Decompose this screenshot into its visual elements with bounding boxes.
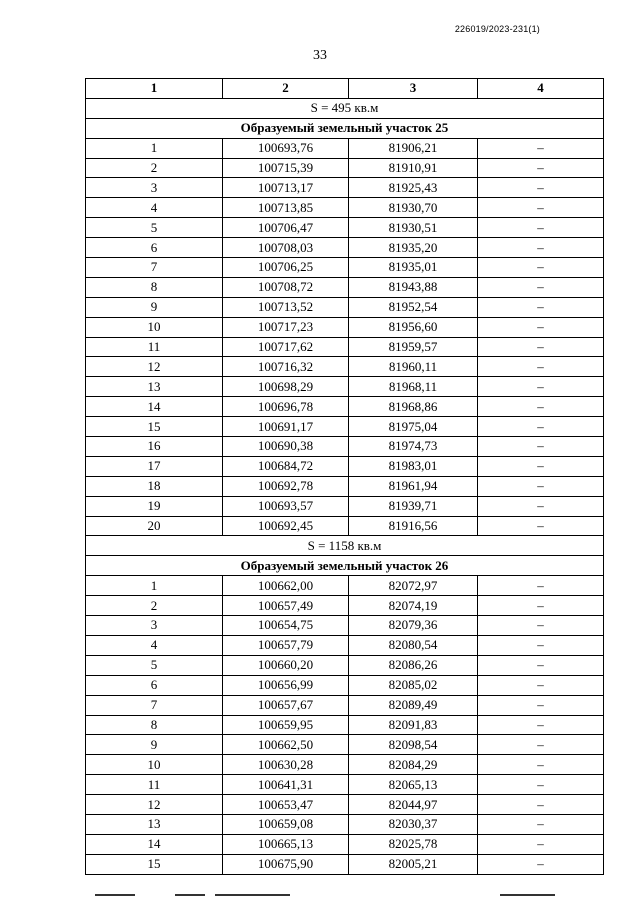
y-coordinate: 82091,83 — [349, 715, 478, 735]
note-cell: – — [478, 456, 604, 476]
note-cell: – — [478, 635, 604, 655]
y-coordinate: 82089,49 — [349, 695, 478, 715]
y-coordinate: 81930,51 — [349, 218, 478, 238]
x-coordinate: 100708,03 — [223, 238, 349, 258]
area-row — [86, 536, 604, 556]
y-coordinate: 81961,94 — [349, 476, 478, 496]
point-number: 7 — [86, 695, 223, 715]
point-number: 7 — [86, 258, 223, 278]
x-coordinate: 100684,72 — [223, 456, 349, 476]
table-row — [86, 258, 604, 278]
x-coordinate: 100706,25 — [223, 258, 349, 278]
point-number: 12 — [86, 357, 223, 377]
x-coordinate: 100717,62 — [223, 337, 349, 357]
header-cell: 2 — [223, 79, 349, 99]
note-cell: – — [478, 417, 604, 437]
plot-title: Образуемый земельный участок 25 — [86, 118, 604, 138]
point-number: 12 — [86, 795, 223, 815]
note-cell: – — [478, 158, 604, 178]
y-coordinate: 82044,97 — [349, 795, 478, 815]
point-number: 20 — [86, 516, 223, 536]
table-row — [86, 655, 604, 675]
table-row — [86, 715, 604, 735]
note-cell: – — [478, 397, 604, 417]
point-number: 11 — [86, 775, 223, 795]
table-row — [86, 476, 604, 496]
point-number: 13 — [86, 377, 223, 397]
note-cell: – — [478, 516, 604, 536]
x-coordinate: 100713,17 — [223, 178, 349, 198]
table-row — [86, 238, 604, 258]
point-number: 8 — [86, 715, 223, 735]
point-number: 2 — [86, 158, 223, 178]
page-number: 33 — [313, 48, 327, 63]
point-number: 1 — [86, 138, 223, 158]
point-number: 14 — [86, 834, 223, 854]
note-cell: – — [478, 277, 604, 297]
x-coordinate: 100657,79 — [223, 635, 349, 655]
y-coordinate: 81916,56 — [349, 516, 478, 536]
x-coordinate: 100690,38 — [223, 437, 349, 457]
table-row — [86, 377, 604, 397]
note-cell: – — [478, 735, 604, 755]
note-cell: – — [478, 476, 604, 496]
y-coordinate: 81952,54 — [349, 297, 478, 317]
table-row — [86, 576, 604, 596]
y-coordinate: 81939,71 — [349, 496, 478, 516]
x-coordinate: 100693,76 — [223, 138, 349, 158]
point-number: 4 — [86, 635, 223, 655]
point-number: 8 — [86, 277, 223, 297]
y-coordinate: 81906,21 — [349, 138, 478, 158]
note-cell: – — [478, 437, 604, 457]
table-row — [86, 456, 604, 476]
note-cell: – — [478, 616, 604, 636]
table-row — [86, 735, 604, 755]
point-number: 5 — [86, 655, 223, 675]
note-cell: – — [478, 576, 604, 596]
x-coordinate: 100713,52 — [223, 297, 349, 317]
point-number: 2 — [86, 596, 223, 616]
table-row — [86, 277, 604, 297]
note-cell: – — [478, 715, 604, 735]
table-row — [86, 437, 604, 457]
note-cell: – — [478, 496, 604, 516]
table-row — [86, 496, 604, 516]
y-coordinate: 82086,26 — [349, 655, 478, 675]
y-coordinate: 81943,88 — [349, 277, 478, 297]
y-coordinate: 82065,13 — [349, 775, 478, 795]
coordinates-table — [85, 78, 604, 875]
x-coordinate: 100653,47 — [223, 795, 349, 815]
x-coordinate: 100657,49 — [223, 596, 349, 616]
y-coordinate: 81968,86 — [349, 397, 478, 417]
point-number: 15 — [86, 417, 223, 437]
x-coordinate: 100662,00 — [223, 576, 349, 596]
note-cell: – — [478, 814, 604, 834]
header-cell: 3 — [349, 79, 478, 99]
note-cell: – — [478, 655, 604, 675]
table-row — [86, 178, 604, 198]
y-coordinate: 82005,21 — [349, 854, 478, 874]
table-row — [86, 297, 604, 317]
x-coordinate: 100716,32 — [223, 357, 349, 377]
table-row — [86, 596, 604, 616]
header-cell: 4 — [478, 79, 604, 99]
x-coordinate: 100659,08 — [223, 814, 349, 834]
note-cell: – — [478, 834, 604, 854]
point-number: 6 — [86, 238, 223, 258]
table-row — [86, 635, 604, 655]
note-cell: – — [478, 854, 604, 874]
plot-title-row — [86, 118, 604, 138]
note-cell: – — [478, 596, 604, 616]
x-coordinate: 100630,28 — [223, 755, 349, 775]
y-coordinate: 82025,78 — [349, 834, 478, 854]
note-cell: – — [478, 795, 604, 815]
y-coordinate: 82079,36 — [349, 616, 478, 636]
x-coordinate: 100657,67 — [223, 695, 349, 715]
note-cell: – — [478, 317, 604, 337]
point-number: 19 — [86, 496, 223, 516]
note-cell: – — [478, 695, 604, 715]
point-number: 13 — [86, 814, 223, 834]
x-coordinate: 100713,85 — [223, 198, 349, 218]
table-row — [86, 616, 604, 636]
note-cell: – — [478, 138, 604, 158]
y-coordinate: 82074,19 — [349, 596, 478, 616]
table-row — [86, 317, 604, 337]
plot-title: Образуемый земельный участок 26 — [86, 556, 604, 576]
table-row — [86, 755, 604, 775]
y-coordinate: 81960,11 — [349, 357, 478, 377]
x-coordinate: 100675,90 — [223, 854, 349, 874]
table-row — [86, 397, 604, 417]
footer-scan-marks — [0, 894, 640, 900]
y-coordinate: 81968,11 — [349, 377, 478, 397]
y-coordinate: 82030,37 — [349, 814, 478, 834]
y-coordinate: 82098,54 — [349, 735, 478, 755]
x-coordinate: 100715,39 — [223, 158, 349, 178]
point-number: 4 — [86, 198, 223, 218]
x-coordinate: 100691,17 — [223, 417, 349, 437]
note-cell: – — [478, 178, 604, 198]
x-coordinate: 100693,57 — [223, 496, 349, 516]
note-cell: – — [478, 357, 604, 377]
x-coordinate: 100660,20 — [223, 655, 349, 675]
area-cell: S = 495 кв.м — [86, 98, 604, 118]
note-cell: – — [478, 337, 604, 357]
y-coordinate: 82072,97 — [349, 576, 478, 596]
table-row — [86, 516, 604, 536]
plot-title-row — [86, 556, 604, 576]
point-number: 10 — [86, 317, 223, 337]
point-number: 9 — [86, 297, 223, 317]
point-number: 10 — [86, 755, 223, 775]
header-cell: 1 — [86, 79, 223, 99]
x-coordinate: 100665,13 — [223, 834, 349, 854]
x-coordinate: 100706,47 — [223, 218, 349, 238]
x-coordinate: 100696,78 — [223, 397, 349, 417]
table-row — [86, 695, 604, 715]
y-coordinate: 81925,43 — [349, 178, 478, 198]
table-row — [86, 675, 604, 695]
table-row — [86, 834, 604, 854]
x-coordinate: 100698,29 — [223, 377, 349, 397]
note-cell: – — [478, 297, 604, 317]
x-coordinate: 100656,99 — [223, 675, 349, 695]
y-coordinate: 81959,57 — [349, 337, 478, 357]
note-cell: – — [478, 377, 604, 397]
table-row — [86, 795, 604, 815]
y-coordinate: 81910,91 — [349, 158, 478, 178]
x-coordinate: 100662,50 — [223, 735, 349, 755]
note-cell: – — [478, 258, 604, 278]
table-header-row — [86, 79, 604, 99]
table-row — [86, 218, 604, 238]
note-cell: – — [478, 218, 604, 238]
y-coordinate: 81956,60 — [349, 317, 478, 337]
note-cell: – — [478, 238, 604, 258]
y-coordinate: 81935,01 — [349, 258, 478, 278]
table-row — [86, 854, 604, 874]
y-coordinate: 81975,04 — [349, 417, 478, 437]
note-cell: – — [478, 675, 604, 695]
point-number: 3 — [86, 178, 223, 198]
table-row — [86, 775, 604, 795]
y-coordinate: 81974,73 — [349, 437, 478, 457]
point-number: 1 — [86, 576, 223, 596]
x-coordinate: 100654,75 — [223, 616, 349, 636]
y-coordinate: 82080,54 — [349, 635, 478, 655]
y-coordinate: 81983,01 — [349, 456, 478, 476]
x-coordinate: 100692,45 — [223, 516, 349, 536]
x-coordinate: 100641,31 — [223, 775, 349, 795]
table-row — [86, 417, 604, 437]
table-row — [86, 158, 604, 178]
area-row — [86, 98, 604, 118]
point-number: 16 — [86, 437, 223, 457]
note-cell: – — [478, 198, 604, 218]
document-number: 226019/2023-231(1) — [454, 24, 540, 34]
x-coordinate: 100708,72 — [223, 277, 349, 297]
point-number: 6 — [86, 675, 223, 695]
point-number: 3 — [86, 616, 223, 636]
y-coordinate: 81935,20 — [349, 238, 478, 258]
x-coordinate: 100692,78 — [223, 476, 349, 496]
table-row — [86, 814, 604, 834]
table-row — [86, 357, 604, 377]
point-number: 18 — [86, 476, 223, 496]
table-row — [86, 337, 604, 357]
point-number: 5 — [86, 218, 223, 238]
point-number: 17 — [86, 456, 223, 476]
point-number: 11 — [86, 337, 223, 357]
y-coordinate: 82085,02 — [349, 675, 478, 695]
table-row — [86, 198, 604, 218]
table-row — [86, 138, 604, 158]
point-number: 9 — [86, 735, 223, 755]
x-coordinate: 100659,95 — [223, 715, 349, 735]
point-number: 14 — [86, 397, 223, 417]
y-coordinate: 82084,29 — [349, 755, 478, 775]
point-number: 15 — [86, 854, 223, 874]
y-coordinate: 81930,70 — [349, 198, 478, 218]
area-cell: S = 1158 кв.м — [86, 536, 604, 556]
note-cell: – — [478, 755, 604, 775]
note-cell: – — [478, 775, 604, 795]
x-coordinate: 100717,23 — [223, 317, 349, 337]
